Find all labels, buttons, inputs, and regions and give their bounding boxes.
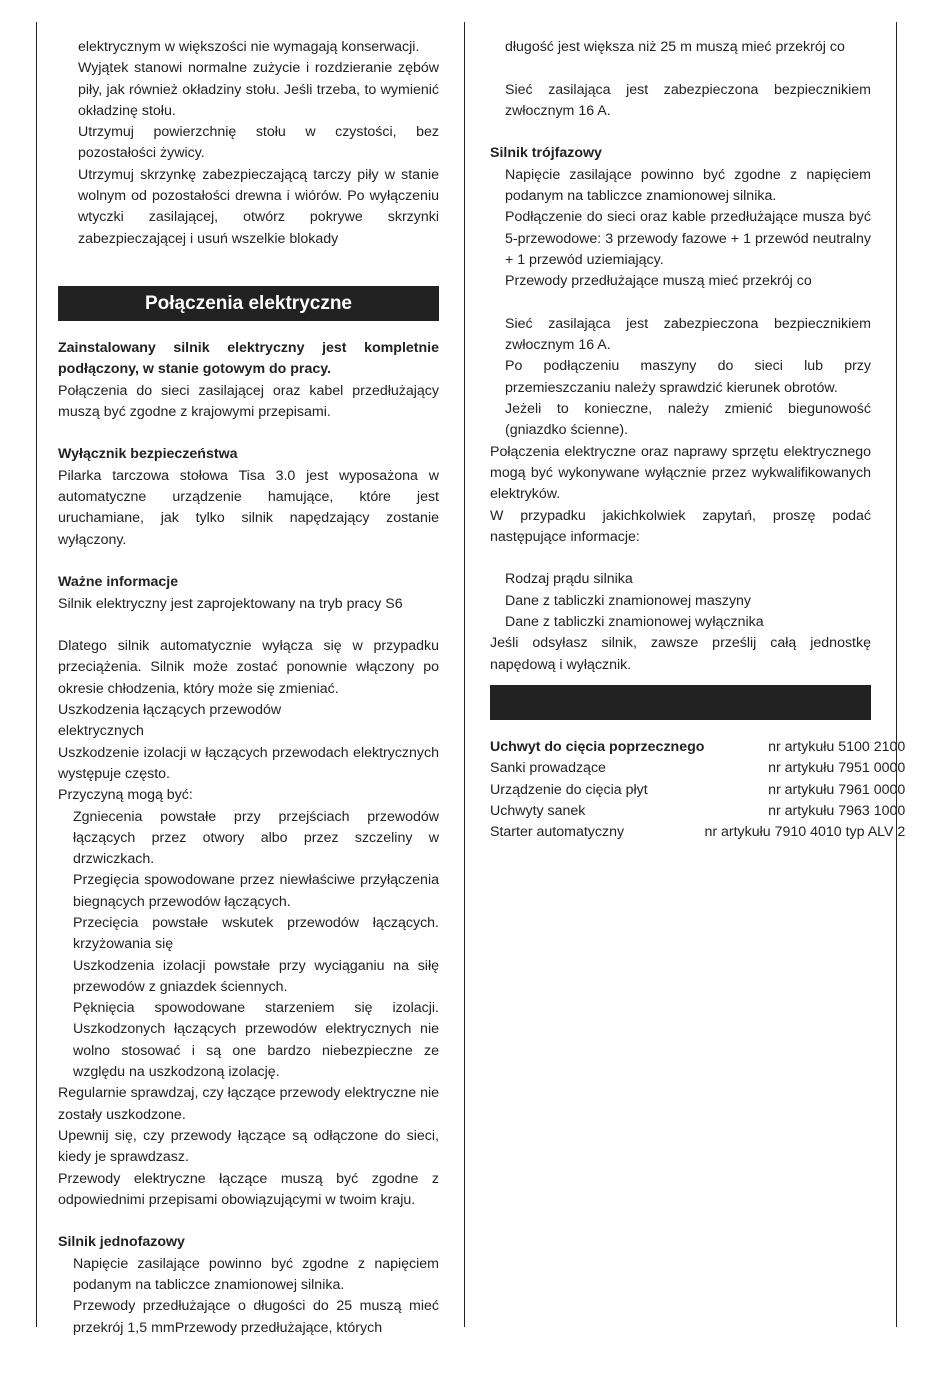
cause-item: Zgniecenia powstałe przy przejściach przewodów łączących przez otwory albo przez szczeliny w drzwiczkach. (73, 808, 439, 868)
overload-text: Dlatego silnik automatycznie wyłącza się w przypadku przeciążenia. Silnik może zostać ponownie włączony po okresie chłodzenia, który może się zmieniać. (58, 638, 439, 697)
table-row (490, 822, 905, 843)
safety-switch-heading: Wyłącznik bezpieczeństwa (58, 446, 238, 463)
info-item: Rodzaj prądu silnika (505, 571, 633, 588)
important-text: Silnik elektryczny jest zaprojektowany na tryb pracy S6 (58, 595, 403, 612)
three-phase-more-item: Sieć zasilająca jest zabezpieczona bezpiecznikiem zwłocznym 16 A. (505, 315, 871, 354)
three-phase-heading: Silnik trójfazowy (490, 145, 602, 162)
table-row (490, 737, 905, 758)
left-margin-rule (36, 22, 37, 1327)
accessory-name: Urządzenie do cięcia płyt (490, 781, 648, 798)
single-phase-heading: Silnik jednofazowy (58, 1234, 185, 1251)
accessory-name: Uchwyty sanek (490, 802, 586, 819)
accessory-name: Uchwyt do cięcia poprzecznego (490, 738, 705, 755)
accessories-table (490, 737, 905, 843)
damage-line-2: elektrycznych (58, 723, 144, 740)
accessories-header-bar (490, 685, 871, 720)
single-phase-item: Napięcie zasilające powinno być zgodne z napięciem podanym na tabliczce znamionowej silnika. (73, 1255, 439, 1294)
intro-line-2: Wyjątek stanowi normalne zużycie i rozdzieranie zębów piły, jak również okładziny stołu. Jeśli trzeba, to wymienić okładzinę stołu. (78, 60, 439, 119)
accessory-name: Sanki prowadzące (490, 760, 606, 777)
section-title-bar: Połączenia elektryczne (58, 286, 439, 321)
cause-item: Pęknięcia spowodowane starzeniem się izolacji. Uszkodzonych łączących przewodów elektrycznych nie wolno stosować i są one bardzo niebezpieczne ze względu na uszkodzoną izolację. (73, 1000, 439, 1081)
disconnect-text: Upewnij się, czy przewody łączące są odłączone do sieci, kiedy je sprawdzasz. (58, 1127, 439, 1166)
damage-line-1: Uszkodzenia łączących przewodów (58, 702, 282, 719)
single-phase-item: Przewody przedłużające o długości do 25 muszą mieć przekrój 1,5 mmPrzewody przedłużające, których (73, 1298, 439, 1336)
repairs-text: Połączenia elektryczne oraz naprawy sprzętu elektrycznego mogą być wykonywane wyłącznie przez wykwalifikowanych elektryków. (490, 443, 871, 503)
accessory-number: nr artykułu 7910 4010 typ ALV 2 (704, 824, 906, 841)
safety-switch-text: Pilarka tarczowa stołowa Tisa 3.0 jest wyposażona w automatyczne urządzenie hamujące, które jest uruchamiane, jak tylko silnik napędzający zostanie wyłączony. (58, 467, 439, 548)
column-divider-rule (464, 22, 465, 1327)
accessory-number: nr artykułu 7963 1000 (768, 802, 906, 819)
important-heading: Ważne informacje (58, 574, 179, 591)
three-phase-item: Przewody przedłużające muszą mieć przekrój co (505, 273, 812, 290)
accessory-name: Starter automatyczny (490, 824, 625, 841)
left-column (58, 37, 439, 1339)
questions-text: W przypadku jakichkolwiek zapytań, proszę podać następujące informacje: (490, 507, 871, 545)
three-phase-item: Podłączenie do sieci oraz kable przedłużające musza być 5-przewodowe: 3 przewody fazowe + 1 przewód neutralny + 1 przewód uziemiający. (505, 209, 871, 268)
table-row (490, 801, 905, 822)
right-column (490, 37, 906, 843)
intro-line-3: Utrzymuj powierzchnię stołu w czystości, bez pozostałości żywicy. (78, 124, 439, 162)
send-text: Jeśli odsyłasz silnik, zawsze prześlij całą jednostkę napędową i wyłącznik. (490, 635, 871, 673)
table-row (490, 758, 905, 779)
connected-text: Połączenia do sieci zasilającej oraz kabel przedłużający muszą być zgodne z krajowymi przepisami. (58, 382, 439, 420)
intro-line-1: elektrycznym w większości nie wymagają konserwacji. (78, 39, 420, 55)
accessory-number: nr artykułu 7951 0000 (768, 760, 906, 777)
causes-intro: Przyczyną mogą być: (58, 787, 193, 804)
intro-line-4: Utrzymuj skrzynkę zabezpieczającą tarczy piły w stanie wolnym od pozostałości drewna i wiórów. Po wyłączeniu wtyczki zasilającej, otwórz pokrywe skrzynki zabezpieczającej i usuń wszelkie blokady (78, 166, 439, 247)
accessory-number: nr artykułu 5100 2100 (768, 738, 906, 755)
three-phase-more-item: Po podłączeniu maszyny do sieci lub przy przemieszczaniu należy sprawdzić kierunek obrotów. (505, 358, 871, 396)
cause-item: Uszkodzenia izolacji powstałe przy wyciąganiu na siłę przewodów z gniazdek ściennych. (73, 957, 439, 995)
info-item: Dane z tabliczki znamionowej wyłącznika (505, 614, 764, 631)
table-row (490, 780, 905, 801)
three-phase-item: Napięcie zasilające powinno być zgodne z napięciem podanym na tabliczce znamionowej silnika. (505, 166, 871, 205)
three-phase-more-item: Jeżeli to konieczne, należy zmienić biegunowość (gniazdko ścienne). (505, 401, 871, 439)
connected-bold-text: Zainstalowany silnik elektryczny jest kompletnie podłączony, w stanie gotowym do pracy. (58, 339, 439, 378)
accessory-number: nr artykułu 7961 0000 (768, 781, 906, 798)
cause-item: Przegięcia spowodowane przez niewłaściwe przyłączenia biegnących przewodów łączących. (73, 872, 439, 910)
single-phase-continued: długość jest większa niż 25 m muszą mieć przekrój co (505, 39, 845, 55)
check-text: Regularnie sprawdzaj, czy łączące przewody elektryczne nie zostały uszkodzone. (58, 1085, 439, 1123)
single-phase-fuse: Sieć zasilająca jest zabezpieczona bezpiecznikiem zwłocznym 16 A. (505, 81, 871, 119)
info-item: Dane z tabliczki znamionowej maszyny (505, 592, 752, 609)
damage-text: Uszkodzenie izolacji w łączących przewodach elektrycznych występuje często. (58, 744, 439, 782)
compliance-text: Przewody elektryczne łączące muszą być zgodne z odpowiednimi przepisami obowiązującymi w twoim kraju. (58, 1170, 439, 1208)
right-margin-rule (896, 22, 897, 1327)
cause-item: Przecięcia powstałe wskutek przewodów łączących. krzyżowania się (73, 914, 439, 953)
